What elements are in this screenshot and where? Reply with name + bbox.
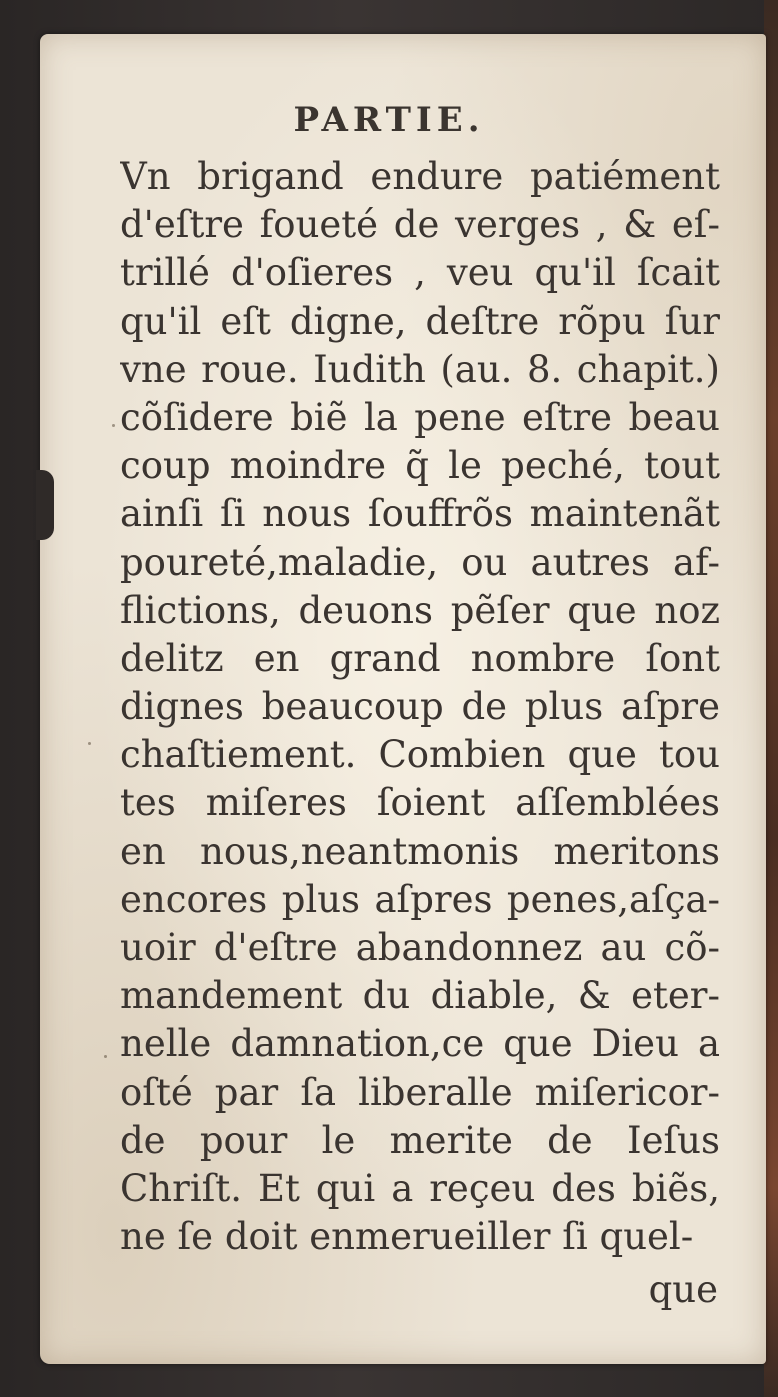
ink-speck bbox=[112, 424, 115, 427]
text-line: poureté,maladie, ou autres af- bbox=[120, 540, 720, 584]
text-line: oſté par ſa liberalle miſericor- bbox=[120, 1070, 720, 1114]
text-line: cõſidere biẽ la pene eſtre beau bbox=[120, 395, 720, 439]
text-line: nelle damnation,ce que Dieu a bbox=[120, 1022, 720, 1066]
text-line: en nous,neantmonis meritons bbox=[120, 829, 720, 873]
ink-speck bbox=[104, 1055, 107, 1058]
text-line: qu'il eſt digne, deſtre rõpu ſur bbox=[120, 299, 720, 343]
text-line: chaſtiement. Combien que tou bbox=[120, 733, 720, 777]
catchword: que bbox=[648, 1268, 718, 1311]
text-line: delitz en grand nombre ſont bbox=[120, 636, 720, 680]
text-line: ne ſe doit enmerueiller ſi quel- bbox=[120, 1215, 694, 1259]
text-line: d'eſtre foueté de verges , & eſ- bbox=[120, 203, 720, 247]
text-line: Vn brigand endure patiément bbox=[120, 155, 720, 198]
page-edge-tear bbox=[36, 470, 54, 540]
text-line: mandement du diable, & eter- bbox=[120, 974, 720, 1018]
text-line: coup moindre q̃ le peché, tout bbox=[120, 444, 720, 488]
text-line: uoir d'eſtre abandonnez au cõ- bbox=[120, 926, 720, 969]
text-line: vne roue. Iudith (au. 8. chapit.) bbox=[120, 347, 720, 391]
text-line: Chriſt. Et qui a reçeu des biẽs, bbox=[120, 1166, 720, 1210]
text-line: tes miſeres ſoient aſſemblées bbox=[120, 781, 720, 825]
text-line: flictions, deuons pẽſer que noz bbox=[120, 588, 720, 632]
body-text bbox=[120, 153, 720, 1261]
text-line: dignes beaucoup de plus aſpre bbox=[120, 685, 720, 729]
ink-speck bbox=[88, 742, 91, 745]
text-line: encores plus aſpres penes,aſça- bbox=[120, 877, 720, 921]
text-line: de pour le merite de Ieſus bbox=[120, 1118, 720, 1162]
text-line: ainſi ſi nous ſouffrõs maintenãt bbox=[120, 492, 720, 536]
text-line: trillé d'oſieres , veu qu'il ſcait bbox=[120, 251, 720, 295]
book-binding-edge bbox=[764, 0, 778, 1397]
running-head: PARTIE. bbox=[293, 100, 485, 140]
